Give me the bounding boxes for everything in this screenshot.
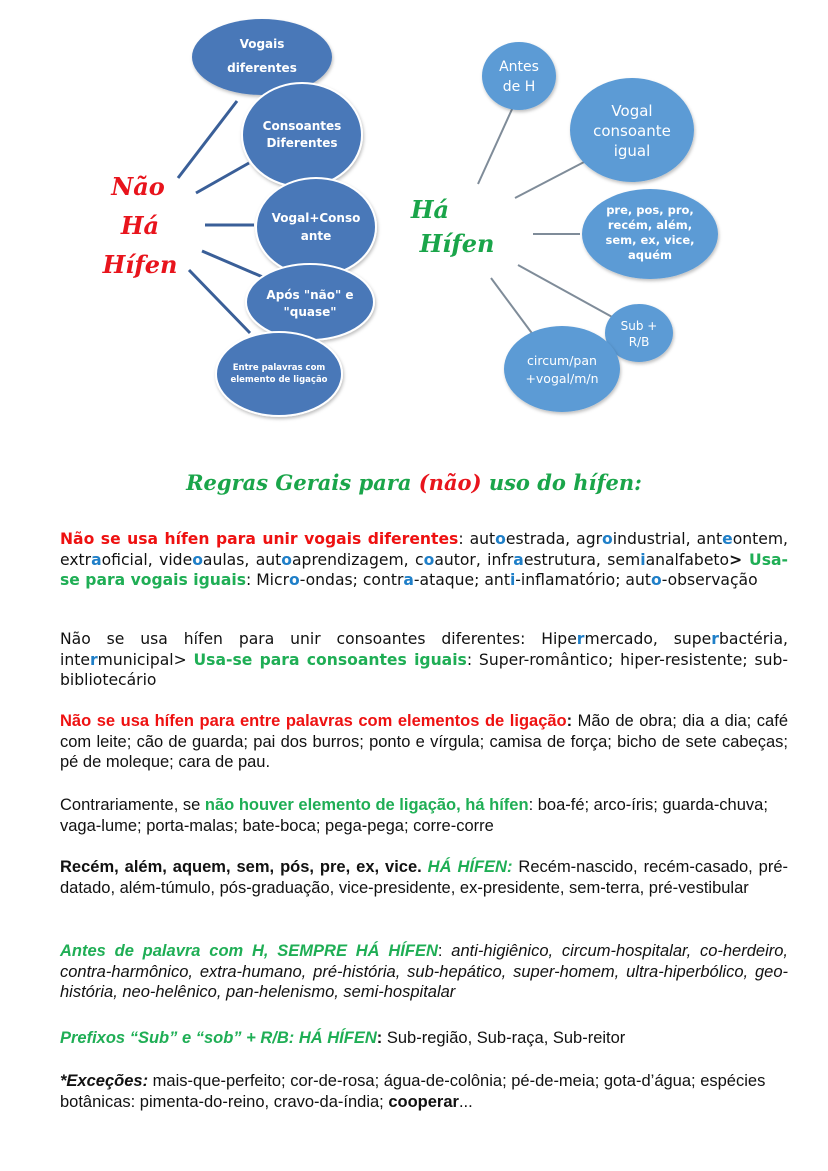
svg-text:recém, além,: recém, além, xyxy=(607,218,693,232)
svg-text:Vogal+Conso: Vogal+Conso xyxy=(271,211,361,225)
svg-text:Após "não" e: Após "não" e xyxy=(266,288,354,302)
left-node-entre-palavras xyxy=(216,332,342,416)
right-node-antes-de-h xyxy=(482,42,556,110)
svg-text:Há: Há xyxy=(120,211,160,240)
rule-paragraph-antes-h: Antes de palavra com H, SEMPRE HÁ HÍFEN: anti-higiênico, circum-hospitalar, co-herdeiro, contra-harmônico, extra-humano, pré-história, sub-hepático, super-homem, ultra-hiperbólico, geo-história, neo-helênico, pan-helenismo, semi-hospitalar xyxy=(60,942,788,1001)
section-title: Regras Gerais para (não) uso do hífen: xyxy=(186,470,642,495)
svg-text:aquém: aquém xyxy=(628,248,672,262)
svg-text:Hífen: Hífen xyxy=(102,250,178,279)
svg-text:circum/pan: circum/pan xyxy=(527,353,597,368)
svg-text:Há: Há xyxy=(410,195,450,224)
svg-text:Vogal: Vogal xyxy=(611,102,653,120)
rule-paragraph-sub-sob: Prefixos “Sub” e “sob” + R/B: HÁ HÍFEN: Sub-região, Sub-raça, Sub-reitor xyxy=(60,1029,626,1047)
left-node-consoantes-diferentes xyxy=(242,83,362,187)
right-node-prefixos xyxy=(582,189,718,279)
svg-text:+vogal/m/n: +vogal/m/n xyxy=(525,371,599,386)
exceptions-paragraph: *Exceções: mais-que-perfeito; cor-de-rosa; água-de-colônia; pé-de-meia; gota-d’água; espécies botânicas: pimenta-do-reino, cravo-da-índia; cooperar... xyxy=(60,1072,766,1111)
svg-text:igual: igual xyxy=(613,142,651,160)
svg-text:Diferentes: Diferentes xyxy=(266,136,338,150)
rule-paragraph-recem-alem: Recém, além, aquem, sem, pós, pre, ex, vice. HÁ HÍFEN: Recém-nascido, recém-casado, pré-datado, além-túmulo, pós-graduação, vice-presidente, ex-presidente, sem-terra, pré-vestibular xyxy=(60,858,789,897)
node-text: diferentes xyxy=(227,61,297,75)
svg-text:Não: Não xyxy=(111,172,165,201)
svg-text:de H: de H xyxy=(502,79,536,95)
svg-text:Sub +: Sub + xyxy=(620,319,658,333)
right-node-vogal-consoante-igual xyxy=(570,78,694,182)
svg-text:Antes: Antes xyxy=(499,59,539,75)
svg-text:Entre palavras com: Entre palavras com xyxy=(232,363,326,373)
svg-text:Consoantes: Consoantes xyxy=(262,119,342,133)
ha-hifen-label xyxy=(410,195,495,258)
title-nao: (não) xyxy=(418,470,482,495)
rule-paragraph-consoantes: Não se usa hífen para unir consoantes diferentes: Hipermercado, superbactéria, intermunicipal> Usa-se para consoantes iguais: Super-romântico; hiper-resistente; sub-bibliotecário xyxy=(60,630,788,689)
rule-paragraph-sem-ligacao: Contrariamente, se não houver elemento de ligação, há hífen: boa-fé; arco-íris; guarda-chuva; vaga-lume; porta-malas; bate-boca; pega-pega; corre-corre xyxy=(60,796,768,835)
node-text: Vogais xyxy=(239,37,285,51)
left-node-vogal-consoante xyxy=(256,178,376,276)
svg-text:Hífen: Hífen xyxy=(419,229,495,258)
hyphen-rules-diagram xyxy=(0,0,828,440)
svg-text:consoante: consoante xyxy=(593,122,671,140)
svg-text:pre, pos, pro,: pre, pos, pro, xyxy=(606,203,694,217)
svg-text:elemento de ligação: elemento de ligação xyxy=(230,375,328,385)
svg-text:"quase": "quase" xyxy=(283,305,337,319)
svg-text:sem, ex, vice,: sem, ex, vice, xyxy=(605,233,695,247)
nao-ha-hifen-label xyxy=(102,172,178,279)
rule-paragraph-vogais: Não se usa hífen para unir vogais diferentes: autoestrada, agroindustrial, anteontem, extraoficial, videoaulas, autoaprendizagem, coautor, infraestrutura, semianalfabeto> Usa-se para vogais iguais: Micro-ondas; contra-ataque; anti-inflamatório; auto-observação xyxy=(60,530,789,589)
svg-text:R/B: R/B xyxy=(628,335,650,349)
right-node-circum-pan xyxy=(504,326,620,412)
rule-paragraph-elementos-ligacao: Não se usa hífen para entre palavras com elementos de ligação: Mão de obra; dia a dia; café com leite; cão de guarda; pai dos burros; ponto e vírgula; camisa de força; bicho de sete cabeças; pé de moleque; cara de pau. xyxy=(60,712,788,771)
svg-text:ante: ante xyxy=(300,229,332,243)
left-node-apos-nao-quase xyxy=(246,264,374,340)
